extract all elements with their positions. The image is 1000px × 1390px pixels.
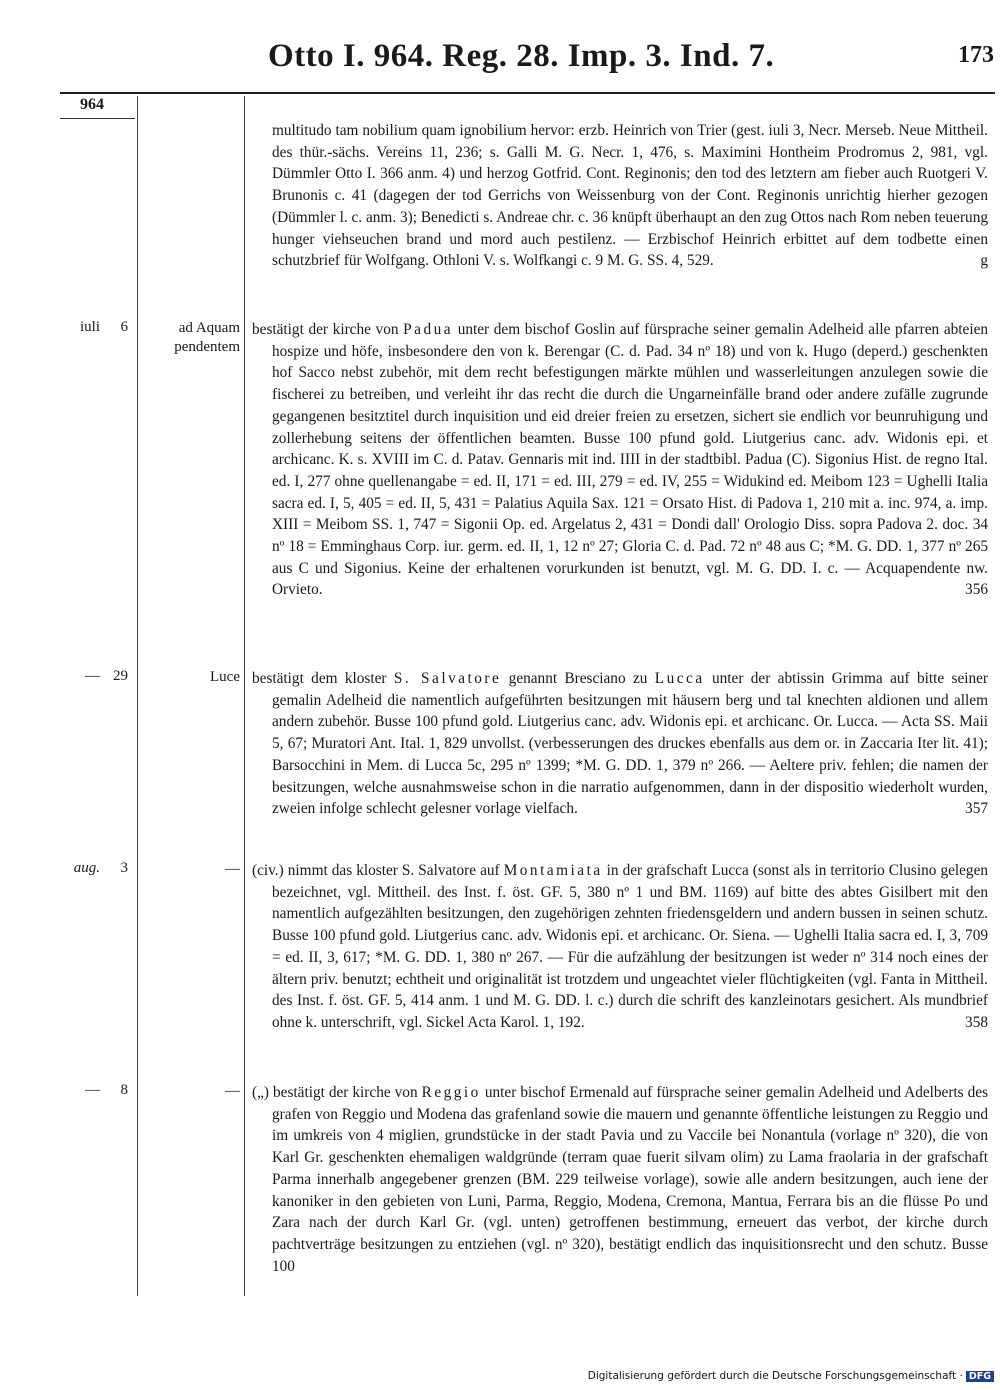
entry-body: unter bischof Ermenald auf fürsprache seiner gemalin Adelheid und Adelberts des grafen von Reggio und Modena das grafenland sowie die mauern und genannte öffentliche leistungen zu Reggio und im umkreis von 4 miglien, grundstücke in der stadt Pavia und zu Vaccile bei Nonantula (vorlage nº 320), die von Karl Gr. geschenkten ehemaligen waldgründe (terram quae fuerit silvam olim) zu Lama fraolaria in der grafschaft Parma innerhalb angegebener grenzen (BM. 229 teilweise vorlage), sowie alle andern besitzungen, auch iene der kanoniker in den gebieten von Luni, Parma, Reggio, Modena, Cremona, Mantua, Ferrara bis an die flüsse Po und Zara nach der durch Karl Gr. (vgl. unten) getroffenen bestimmung, erneuert das verbot, der kirche durch pachtverträge besitzungen zu entziehen (vgl. nº 320), bestätigt endlich das inquisitionsrecht und den schutz. Busse 100 xyxy=(272,1084,989,1275)
entry-place: ad Aquam pendentem xyxy=(174,320,240,355)
footer-credit xyxy=(588,1370,994,1382)
entry-lead: bestätigt der kirche von xyxy=(273,1084,418,1101)
entry-prefix: („) xyxy=(252,1084,269,1101)
entry-text xyxy=(252,668,988,820)
entry-number: 357 xyxy=(965,800,988,818)
entry-lead: nimmt das kloster S. Salvatore auf xyxy=(287,862,500,879)
entry-body: unter der abtissin Grimma auf bitte seiner gemalin Adelheid die namentlich aufgeführten besitzungen mit häusern berg und tal knechten aldionen und allem andern zubehör. Busse 100 pfund gold. Liutgerius canc. adv. Widonis epi. et archicanc. Or. Lucca. — Acta SS. Maii 5, 67; Muratori Ant. Ital. 1, 829 unvollst. (verbesserungen des druckes ebenfalls aus dem or. in Zaccaria Iter lit. 41); Barsocchini in Mem. di Lucca 5c, 295 nº 1399; *M. G. DD. 1, 379 nº 266. — Aeltere priv. fehlen; die namen der besitzungen, welche ausnahmsweise schon in die narratio aufgenommen, dann in der dispositio wiederholt wurden, zweien infolge schlecht gelesner vorlage vielfach. xyxy=(272,670,989,818)
entry-place-spaced: Reggio xyxy=(421,1084,481,1101)
year-rule xyxy=(60,118,135,119)
dfg-logo: DFG xyxy=(966,1371,994,1382)
year-label: 964 xyxy=(80,96,104,113)
entry-text xyxy=(252,319,988,601)
entry-mid: genannt Bresciano zu xyxy=(508,670,648,687)
entry-date xyxy=(52,860,132,877)
entry-lead: bestätigt der kirche von xyxy=(252,321,399,338)
entry-place-spaced-2: Lucca xyxy=(654,670,705,687)
entry-place-spaced: Montamiata xyxy=(503,862,603,879)
entry-text xyxy=(272,120,988,272)
entry-text xyxy=(252,1082,988,1277)
entry-body: unter dem bischof Goslin auf fürsprache seiner gemalin Adelheid alle pfarren abteien hospize und höfe, insbesondere den von k. Berengar (C. d. Pad. 34 nº 18) und von k. Hugo (deperd.) geschenkten hof Sacco nebst zubehör, mit dem recht befestigungen märkte mühlen und wasserleitungen anzulegen sowie die fischerei zu betreiben, und verleiht ihr das recht die durch die Ungarneinfälle brand oder andere zufälle zugrunde gegangenen besitztitel durch inquisition und eid dreier freien zu ersetzen, sichert sie endlich vor beunruhigung und zollerhebung seitens der öffentlichen beamten. Busse 100 pfund gold. Liutgerius canc. adv. Widonis epi. et archicanc. K. s. XVIII im C. d. Patav. Gennaris mit ind. IIII in der stadtbibl. Padua (C). Sigonius Hist. de regno Ital. ed. I, 277 ohne quellenangabe = ed. II, 171 = ed. III, 279 = ed. IV, 255 = Widukind ed. Meibom 123 = Ughelli Italia sacra ed. I, 5, 405 = ed. II, 5, 431 = Palatius Aquila Sax. 121 = Orsato Hist. di Padova 1, 210 mit a. inc. 974, a. imp. XIII = Meibom SS. 1, 747 = Sigonii Op. ed. Argelatus 2, 431 = Dondi dall' Orologio Diss. sopra Padova 2. doc. 34 nº 18 = Emminghaus Corp. iur. germ. ed. II, 1, 12 nº 27; Gloria C. d. Pad. 72 nº 48 aus C; *M. G. DD. 1, 377 nº 265 aus C und Sigonius. Keine der erhaltenen vorurkunden ist benutzt, vgl. M. G. DD. I. c. — Acquapendente nw. Orvieto. xyxy=(272,321,989,599)
entry-day: 29 xyxy=(113,668,128,684)
entry-date xyxy=(52,319,132,336)
header-rule xyxy=(60,92,995,94)
entry-lead: bestätigt dem kloster xyxy=(252,670,387,687)
entry-date xyxy=(52,668,132,685)
entry-month: iuli xyxy=(79,319,100,335)
entry-text xyxy=(252,860,988,1034)
entry-day: 3 xyxy=(120,860,128,876)
entry-date xyxy=(52,1082,132,1099)
column-rule-place xyxy=(244,96,245,1296)
entry-month: aug. xyxy=(73,860,100,876)
entry-prefix: (civ.) xyxy=(252,862,284,879)
entry-number: g xyxy=(980,252,988,270)
entry-place: Luce xyxy=(210,669,240,685)
entry-place-ditto: — xyxy=(225,861,240,877)
entry-month: — xyxy=(85,668,100,684)
entry-day: 8 xyxy=(120,1082,128,1098)
entry-body: in der grafschaft Lucca (sonst als in territorio Clusino gelegen bezeichnet, vgl. Mittheil. des Inst. f. öst. GF. 5, 380 nº 1 und BM. 1169) auf bitte des abtes Gisilbert mit den namentlich aufgezählten besitzungen, den zugehörigen zehnten friedensgeldern und andern bussen in seinen schutz. Busse 100 pfund gold. Liutgerius canc. adv. Widonis epi. et archicanc. Or. Siena. — Ughelli Italia sacra ed. I, 3, 709 = ed. II, 3, 617; *M. G. DD. 1, 380 nº 267. — Für die aufzählung der besitzungen ist weder nº 314 noch eines der ältern priv. benutzt; echtheit und originalität ist trotzdem und ungeachtet vieler flüchtigkeiten (vgl. Fanta in Mittheil. des Inst. f. öst. GF. 5, 414 anm. 1 und M. G. DD. l. c.) durch die schrift des kanzleinotars gesichert. Als mundbrief ohne k. unterschrift, vgl. Sickel Acta Karol. 1, 192. xyxy=(272,862,989,1031)
column-rule-date xyxy=(137,96,138,1296)
entry-day: 6 xyxy=(120,319,128,335)
page-number: 173 xyxy=(958,42,994,68)
footer-text: Digitalisierung gefördert durch die Deutsche Forschungsgemeinschaft · xyxy=(587,1370,963,1382)
entry-number: 356 xyxy=(965,581,988,599)
entry-place-ditto: — xyxy=(225,1083,240,1099)
entry-place-spaced: Padua xyxy=(403,321,454,338)
entry-body: multitudo tam nobilium quam ignobilium hervor: erzb. Heinrich von Trier (gest. iuli 3, Necr. Merseb. Neue Mittheil. des thür.-sächs. Vereins 11, 236; s. Galli M. G. Necr. 1, 476, s. Maximini Hontheim Prodromus 2, 981, vgl. Dümmler Otto I. 366 anm. 4) und herzog Gotfrid. Cont. Reginonis; den tod des letztern am fieber auch Ruotgeri V. Brunonis c. 41 (dagegen der tod Gerrichs von Weissenburg von der Cont. Reginonis unrichtig hierher gezogen (Dümmler l. c. anm. 3); Benedicti s. Andreae chr. c. 36 knüpft überhaupt an den zug Ottos nach Rom neben teuerung hunger viehseuchen brand und mord auch pestilenz. — Erzbischof Heinrich erbittet auf dem todbette einen schutzbrief für Wolfgang. Othloni V. s. Wolfkangi c. 9 M. G. SS. 4, 529. xyxy=(272,122,988,270)
entry-place-spaced: S. Salvatore xyxy=(393,670,502,687)
entry-number: 358 xyxy=(965,1013,988,1031)
page-title: Otto I. 964. Reg. 28. Imp. 3. Ind. 7. xyxy=(268,38,775,74)
entry-month: — xyxy=(85,1082,100,1098)
